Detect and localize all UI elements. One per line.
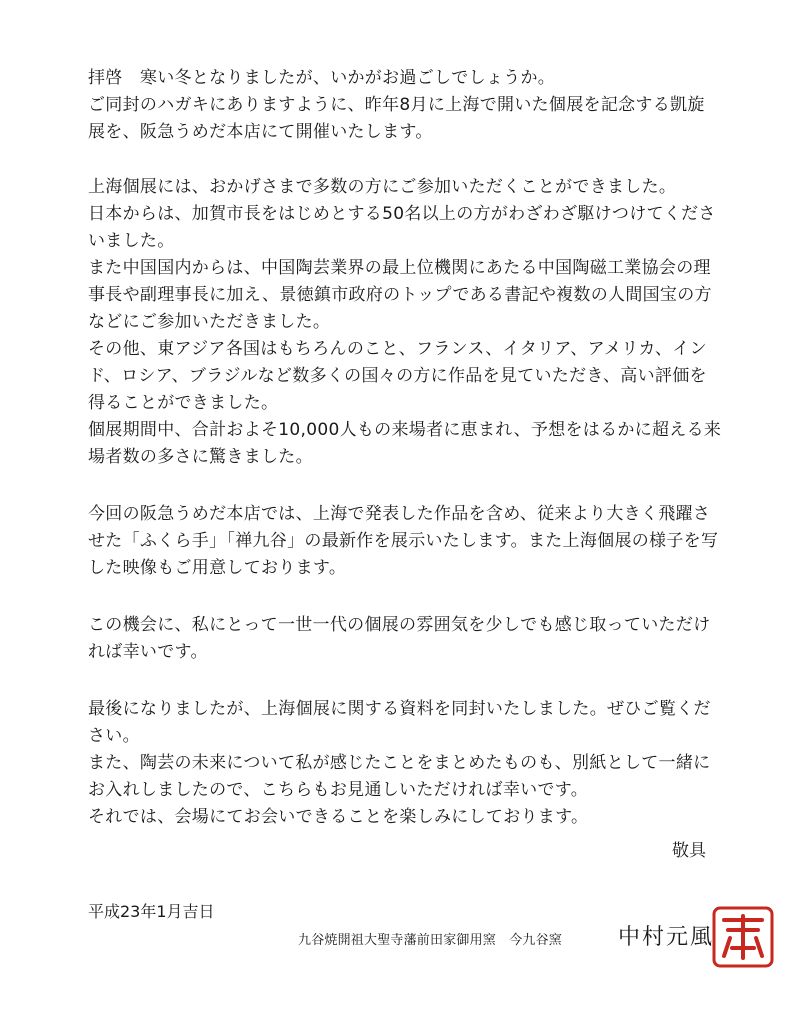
body-line: などにご参加いただきました。 [88, 312, 331, 332]
body-line: いました。 [88, 231, 175, 251]
body-line: 場者数の多さに驚きました。 [88, 447, 313, 467]
body-line: 最後になりましたが、上海個展に関する資料を同封いたしました。ぜひご覧くだ [88, 699, 711, 719]
author-signature: 中村元風 [618, 925, 715, 950]
body-line: 展を、阪急うめだ本店にて開催いたします。 [88, 122, 433, 142]
body-line: 得ることができました。 [88, 393, 279, 413]
body-line: ド、ロシア、ブラジルなど数多くの国々の方に作品を見ていただき、高い評価を [88, 366, 707, 386]
greeting-line: 拝啓 寒い冬となりましたが、いかがお過ごしでしょうか。 [88, 68, 556, 88]
body-line: 今回の阪急うめだ本店では、上海で発表した作品を含め、従来より大きく飛躍さ [88, 504, 711, 524]
body-line: その他、東アジア各国はもちろんのこと、フランス、イタリア、アメリカ、イン [88, 339, 707, 359]
body-line: れば幸いです。 [88, 642, 208, 662]
body-line: 上海個展には、おかげさまで多数の方にご参加いただくことができました。 [88, 177, 677, 197]
body-line: ご同封のハガキにありますように、昨年8月に上海で開いた個展を記念する凱旋 [88, 95, 705, 115]
red-seal-icon [708, 902, 778, 972]
body-line: お入れしましたので、こちらもお見通しいただければ幸いです。 [88, 780, 588, 800]
closing-keigu: 敬具 [672, 841, 706, 861]
body-line: また、陶芸の未来について私が感じたことをまとめたものも、別紙として一緒に [88, 753, 711, 773]
kiln-affiliation: 九谷焼開祖大聖寺藩前田家御用窯 今九谷窯 [298, 933, 563, 948]
body-line: それでは、会場にてお会いできることを楽しみにしております。 [88, 807, 589, 827]
body-line: さい。 [88, 726, 140, 746]
body-line: 個展期間中、合計およそ10,000人もの来場者に恵まれ、予想をはるかに超える来 [88, 420, 722, 440]
body-line: 事長や副理事長に加え、景徳鎮市政府のトップである書記や複数の人間国宝の方 [88, 285, 712, 305]
body-line: せた「ふくら手」「禅九谷」の最新作を展示いたします。また上海個展の様子を写 [88, 531, 719, 551]
body-line: この機会に、私にとって一世一代の個展の雰囲気を少しでも感じ取っていただけ [88, 615, 711, 635]
letter-date: 平成23年1月吉日 [88, 902, 215, 921]
body-line: した映像もご用意しております。 [88, 558, 347, 578]
body-line: また中国国内からは、中国陶芸業界の最上位機関にあたる中国陶磁工業協会の理 [88, 258, 711, 278]
body-line: 日本からは、加賀市長をはじめとする50名以上の方がわざわざ駆けつけてくださ [88, 204, 716, 224]
